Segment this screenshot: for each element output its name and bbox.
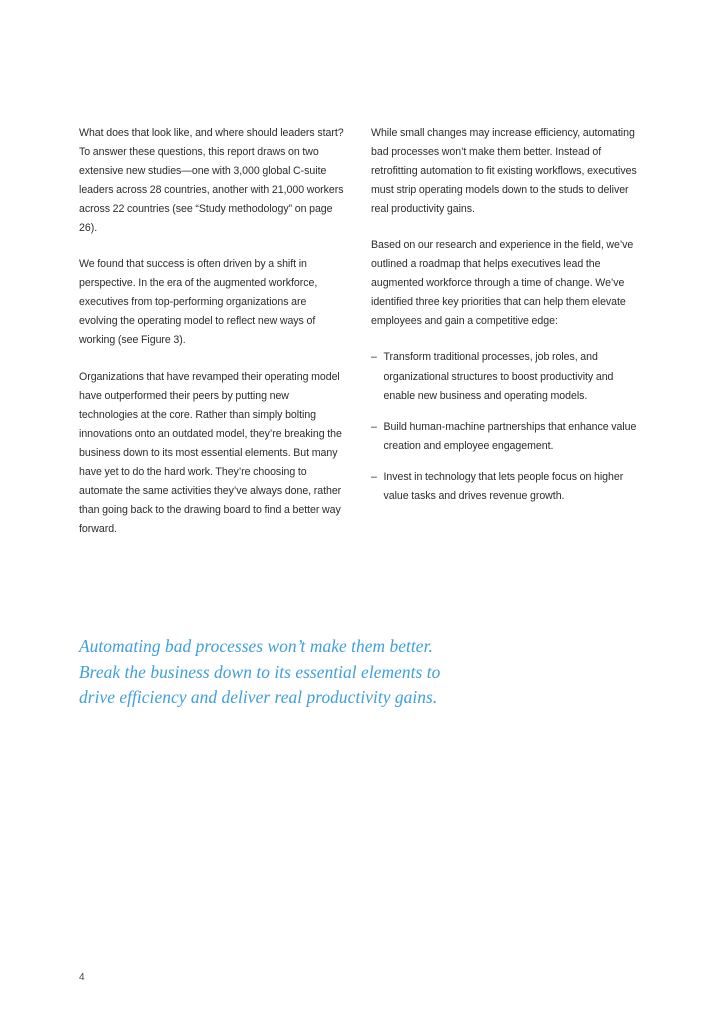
left-column xyxy=(79,124,347,539)
two-column-body xyxy=(79,124,646,539)
priorities-list xyxy=(371,348,639,505)
pull-quote-line: Automating bad processes won’t make them better. xyxy=(79,636,433,656)
dash-bullet-icon: – xyxy=(371,470,377,483)
list-item xyxy=(371,468,639,506)
dash-bullet-icon: – xyxy=(371,420,377,433)
paragraph: What does that look like, and where should leaders start? To answer these questions, this report draws on two extensive new studies—one with 3,000 global C-suite leaders across 28 countries, another with 21,000 workers across 22 countries (see “Study methodology” on page 26). xyxy=(79,127,344,235)
pull-quote-line: Break the business down to its essential elements to xyxy=(79,661,441,682)
paragraph: While small changes may increase efficiency, automating bad processes won’t make them better. Instead of retrofitting automation to fit existing workflows, executives must strip operating models down to the studs to deliver real productivity gains. xyxy=(371,127,637,216)
list-item xyxy=(371,348,639,405)
list-item-label: Build human-machine partnerships that enhance value creation and employee engagement. xyxy=(383,420,637,452)
paragraph: Based on our research and experience in the field, we’ve outlined a roadmap that helps executives lead the augmented workforce through a time of change. We’ve identified three key priorities that can help them elevate employees and gain a competitive edge: xyxy=(371,239,634,328)
dash-bullet-icon: – xyxy=(371,351,377,364)
list-item-label: Transform traditional processes, job roles, and organizational structures to boost productivity and enable new business and operating models. xyxy=(383,351,614,402)
pull-quote xyxy=(79,634,499,711)
paragraph: Organizations that have revamped their operating model have outperformed their peers by putting new technologies at the core. Rather than simply bolting innovations onto an outdated model, they’re breaking the business down to its most essential elements. But many have yet to do the hard work. They’re choosing to automate the same activities they’ve always done, rather than going back to the drawing board to find a better way forward. xyxy=(79,370,342,535)
list-item xyxy=(371,418,639,456)
paragraph: We found that success is often driven by a shift in perspective. In the era of the augmented workforce, executives from top-performing organizations are evolving the operating model to reflect new ways of working (see Figure 3). xyxy=(79,258,318,347)
page-number: 4 xyxy=(79,972,85,983)
list-item-label: Invest in technology that lets people focus on higher value tasks and drives revenue growth. xyxy=(383,470,624,502)
right-column xyxy=(371,124,639,506)
pull-quote-line: drive efficiency and deliver real productivity gains. xyxy=(79,687,438,708)
